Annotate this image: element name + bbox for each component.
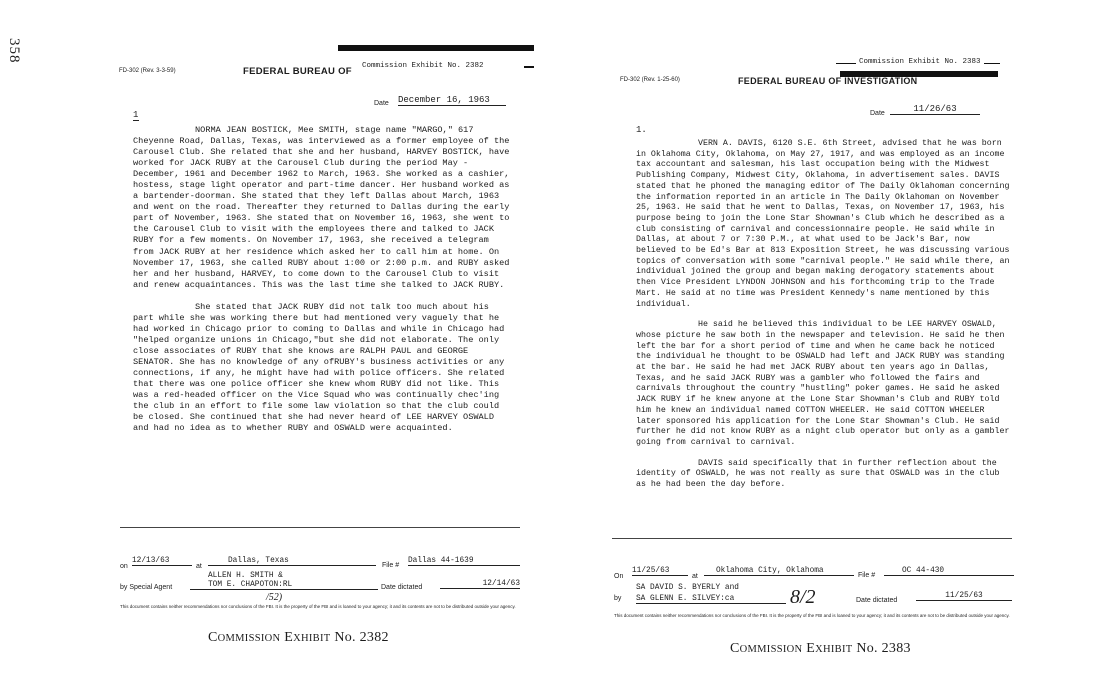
agent-line-2: TOM E. CHAPOTON:RL — [190, 581, 378, 590]
date-label: Date — [374, 100, 389, 107]
date-label: Date — [870, 110, 885, 117]
interview-date: 11/25/63 — [632, 567, 688, 576]
redaction-bar — [338, 45, 534, 51]
divider — [612, 538, 1012, 539]
report-body — [636, 139, 1012, 491]
file-label: File # — [858, 572, 876, 579]
dictated-label: Date dictated — [856, 597, 898, 604]
location: Dallas, Texas — [208, 557, 376, 566]
exhibit-header: Commission Exhibit No. 2382 — [362, 62, 484, 70]
initials: 8/2 — [790, 586, 816, 608]
on-label: On — [614, 573, 624, 580]
paragraph: DAVIS said specifically that in further reflection about the identity of OSWALD, he was not really as sure that OSWALD was in the club as he had been the day before. — [636, 458, 1000, 490]
disclaimer: This document contains neither recommendations nor conclusions of the FBI. It is the property of the FBI and is loaned to your agency; it and its contents are not to be distributed outside your agency. — [614, 613, 1010, 618]
report-date: December 16, 1963 — [398, 95, 506, 106]
file-number: Dallas 44-1639 — [408, 557, 520, 566]
report-date: 11/26/63 — [890, 104, 980, 115]
report-body — [133, 125, 511, 434]
dictated-label: Date dictated — [381, 584, 423, 591]
paragraph: He said he believed this individual to be LEE HARVEY OSWALD, whose picture he saw both in the newspaper and television. He said he then left the bar for a short period of time and when he came back he noticed the individual he thought to be OSWALD had left and JACK RUBY was standing at the bar. He said he had met JACK RUBY about ten years ago in Dallas, Texas, and he said JACK RUBY was a gambler who followed the fairs and carnivals throughout the country "hustling" poker games. He said he asked JACK RUBY if he knew anyone at the Lone Star Showman's Club and RUBY told him he knew an individual named COTTON WHEELER. He said COTTON WHEELER later sponsored his application for the Lone Star Showman's Club. He said further he did not know RUBY as a night club operator but only as a gambler going from carnival to carnival. — [636, 320, 1010, 447]
exhibit-header: Commission Exhibit No. 2383 — [856, 58, 984, 66]
redaction-bar-small — [524, 66, 534, 68]
paragraph: NORMA JEAN BOSTICK, Mee SMITH, stage name "MARGO," 617 Cheyenne Road, Dallas, Texas, was interviewed as a former employee of the Carousel Club. She related that she and her husband, HARVEY BOSTICK, have worked for JACK RUBY at the Carousel Club during the period May - December, 1961 and December 1962 to March, 1963. She worked as a cashier, hostess, stage light operator and part-time dancer. Her husband worked as a bartender-doorman. She stated that they left Dallas about March, 1963 and went on the road. Thereafter they returned to Dallas during the early part of November, 1963. She stated that on November 16, 1963, she went to the Carousel Club to visit with the employees there and talked to JACK RUBY for a few moments. On November 17, 1963, she received a telegram from JACK RUBY at her residence which asked her to call him at home. On November 17, 1963, she called RUBY about 1:00 or 2:00 p.m. and RUBY asked her and her husband, HARVEY, to come down to the Carousel Club to visit and renew acquaintances. This was the last time she talked to JACK RUBY. — [133, 125, 510, 290]
by-label: by — [614, 595, 622, 602]
page-number: 358 — [6, 38, 22, 64]
disclaimer: This document contains neither recommendations nor conclusions of the FBI. It is the property of the FBI and is loaned to your agency; it and its contents are not to be distributed outside your agency. — [120, 604, 516, 609]
exhibit-caption: COMMISSION EXHIBIT No. 2382 — [208, 630, 389, 645]
agent-line-2: SA GLENN E. SILVEY:ca — [636, 595, 786, 604]
divider — [120, 527, 520, 528]
dictated-date: 11/25/63 — [916, 592, 1012, 601]
dictated-date: 12/14/63 — [440, 580, 520, 589]
form-number: FD-302 (Rev. 3-3-59) — [119, 68, 176, 74]
file-number: OC 44-430 — [884, 567, 1014, 576]
at-label: at — [692, 573, 698, 580]
by-label: by Special Agent — [120, 584, 173, 591]
agency-header: FEDERAL BUREAU OF INVESTIGATION — [738, 76, 918, 86]
interview-date: 12/13/63 — [132, 557, 192, 566]
location: Oklahoma City, Oklahoma — [704, 567, 854, 576]
at-label: at — [196, 563, 202, 570]
on-label: on — [120, 563, 128, 570]
agency-header: FEDERAL BUREAU OF — [243, 66, 352, 77]
exhibit-caption: COMMISSION EXHIBIT No. 2383 — [730, 641, 911, 656]
item-number: 1 — [133, 110, 139, 120]
form-number: FD-302 (Rev. 1-25-60) — [620, 77, 680, 83]
paragraph: VERN A. DAVIS, 6120 S.E. 6th Street, advised that he was born in Oklahoma City, Oklahoma, on May 27, 1917, and was employed as an income tax accountant and salesman, his last occupation being with the Midwest Publishing Company, Midwest City, Oklahoma, in advertisement sales. DAVIS stated that he phoned the managing editor of The Daily Oklahoman concerning the information reported in an article in The Daily Oklahoman on November 25, 1963. He said that he went to Dallas, Texas, on November 17, 1963, his purpose being to join the Lone Star Showman's Club which he described as a club consisting of carnival and concessionnaire people. He said while in Dallas, at about 7 or 7:30 P.M., at what used to be Jack's Bar, now believed to be Ed's Bar at 813 Exposition Street, he was discussing various topics of conversation with some "carnival people." He said while there, an individual joined the group and began making derogatory statements about then Vice President LYNDON JOHNSON and his forthcoming trip to the Trade Mart. He said at no time was President Kennedy's name mentioned by this individual. — [636, 139, 1010, 309]
initials: /52) — [266, 592, 283, 603]
agent-line-1: SA DAVID S. BYERLY and — [636, 584, 739, 592]
agent-line-1: ALLEN H. SMITH & — [208, 572, 283, 580]
paragraph: She stated that JACK RUBY did not talk too much about his part while she was working there but had mentioned very vaguely that he had worked in Chicago prior to coming to Dallas and while in Chicago had "helped organize unions in Chicago,"but she did not elaborate. The only close associates of RUBY that she knows are RALPH PAUL and GEORGE SENATOR. She has no knowledge of any ofRUBY's business activities or any connections, if any, he might have had with police officers. She related that there was one police officer she knew whom RUBY did not like. This was a red-headed officer on the Vice Squad who was continually chec'ing the club in an effort to file some law violation so that the club could be closed. She continued that she had never heard of LEE HARVEY OSWALD and had no idea as to whether RUBY and OSWALD were acquainted. — [133, 301, 505, 434]
file-label: File # — [382, 562, 400, 569]
item-number: 1. — [636, 125, 647, 135]
